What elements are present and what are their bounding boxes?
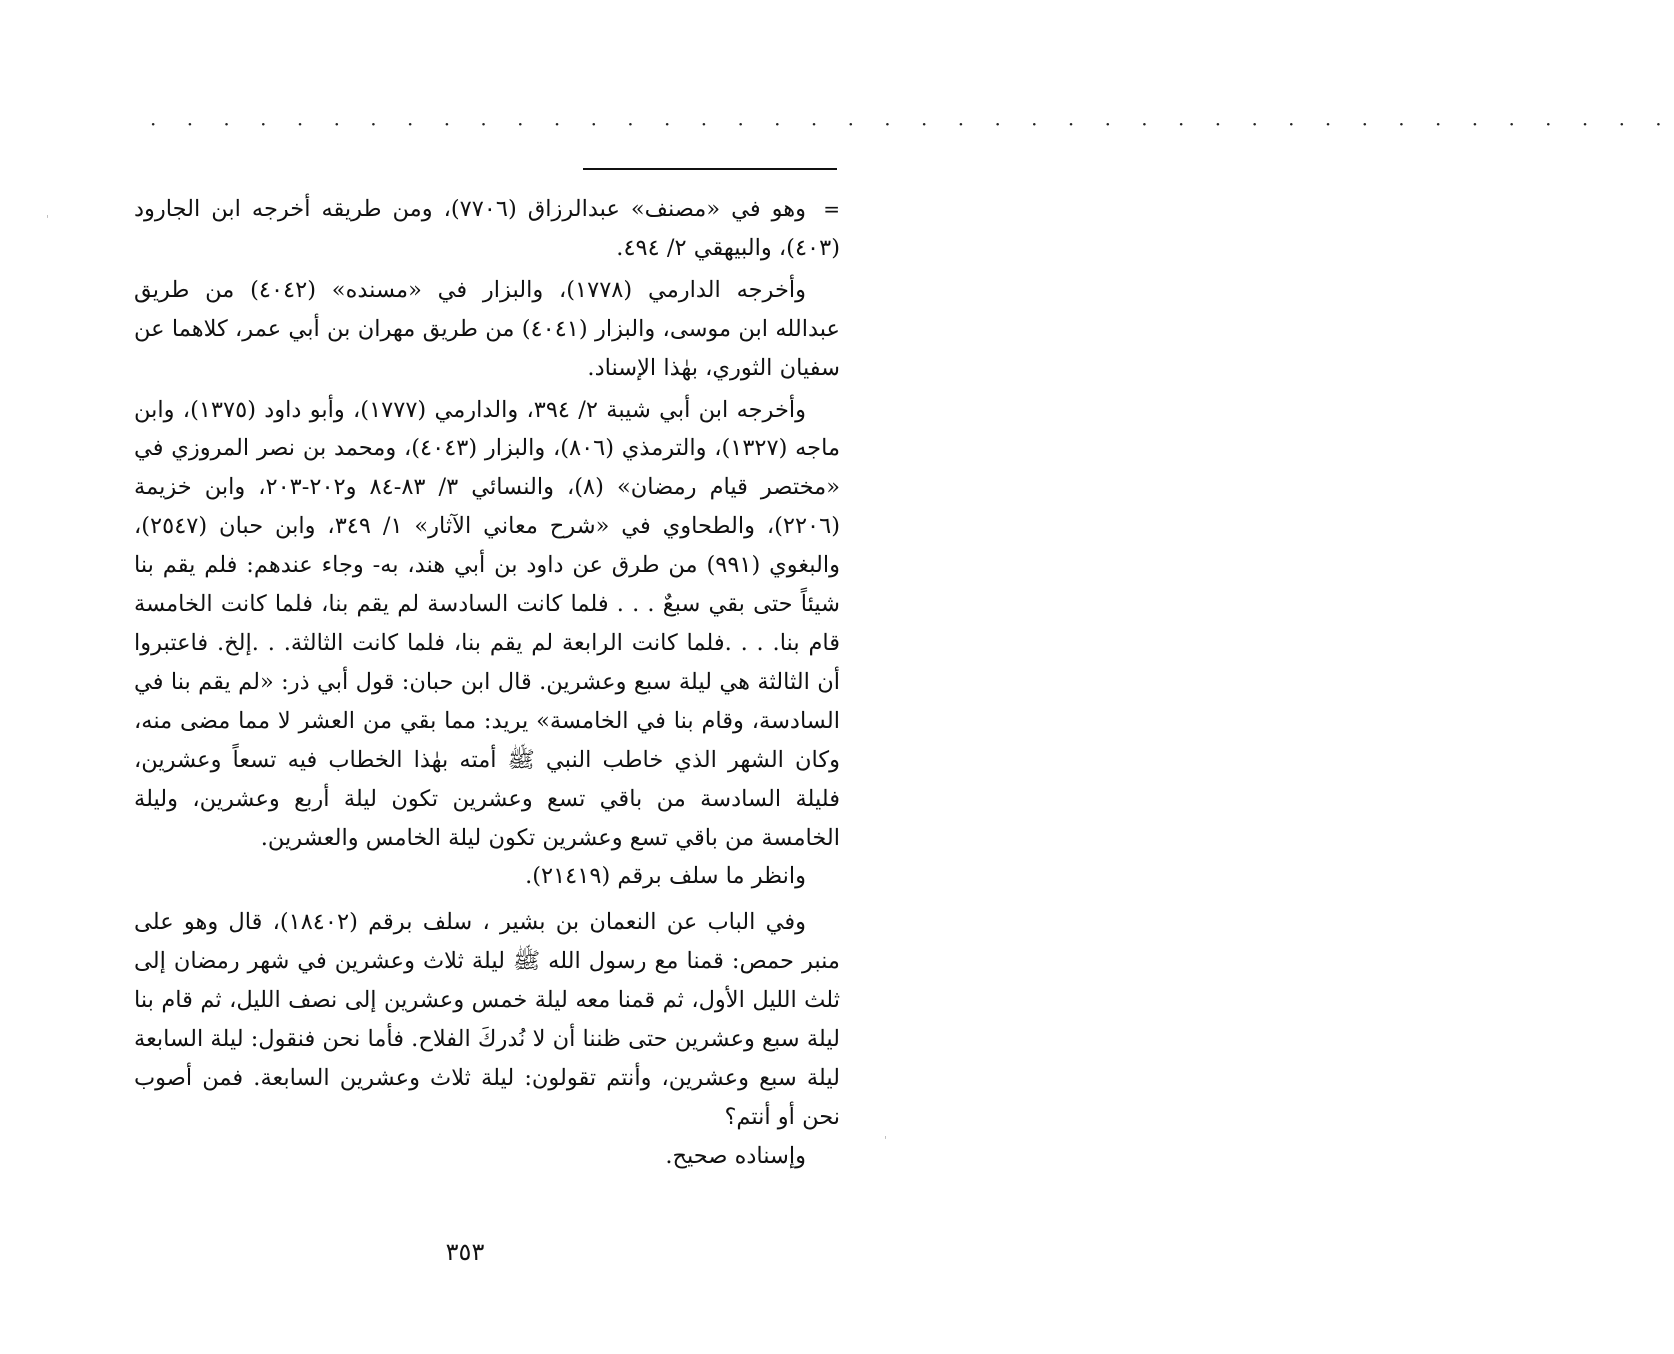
footnote-rule xyxy=(583,168,837,170)
page-number: ٣٥٣ xyxy=(445,1238,485,1266)
dotted-separator: · · · · · · · · · · · · · · · · · · · · · · · · · · · · · · · · · · · · · · · · · · xyxy=(150,112,1674,136)
footnote-paragraph-3: وأخرجه ابن أبي شيبة ٢/ ٣٩٤، والدارمي (١٧٧٧)، وأبو داود (١٣٧٥)، وابن ماجه (١٣٢٧)، والترمذي (٨٠٦)، والبزار (٤٠٤٣)، ومحمد بن نصر المروزي في «مختصر قيام رمضان» (٨)، والنسائي ٣/ ٨٣-٨٤ و٢٠٢-٢٠٣، وابن خزيمة (٢٢٠٦)، والطحاوي في «شرح معاني الآثار» ١/ ٣٤٩، وابن حبان (٢٥٤٧)، والبغوي (٩٩١) من طرق عن داود بن أبي هند، به- وجاء عندهم: فلم يقم بنا شيئاً حتى بقي سبعٌ . . . فلما كانت السادسة لم يقم بنا، فلما كانت الخامسة قام بنا. . . .فلما كانت الرابعة لم يقم بنا، فلما كانت الثالثة. . .إلخ. فاعتبروا أن الثالثة هي ليلة سبع وعشرين. قال ابن حبان: قول أبي ذر: «لم يقم بنا في السادسة، وقام بنا في الخامسة» يريد: مما بقي من العشر لا مما مضى منه، وكان الشهر الذي خاطب النبي ﷺ أمته بهٰذا الخطاب فيه تسعاً وعشرين، فليلة السادسة من باقي تسع وعشرين تكون ليلة أربع وعشرين، وليلة الخامسة من باقي تسع وعشرين تكون ليلة الخامس والعشرين. xyxy=(134,396,841,851)
footnote-paragraph-1 xyxy=(134,190,840,268)
footnotes-block xyxy=(134,190,840,1176)
margin-speck: ' xyxy=(46,213,50,226)
margin-speck: ' xyxy=(884,1134,888,1147)
footnote-paragraph-2: وأخرجه الدارمي (١٧٧٨)، والبزار في «مسنده» (٤٠٤٢) من طريق عبدالله ابن موسى، والبزار (٤٠٤١) من طريق مهران بن أبي عمر، كلاهما عن سفيان الثوري، بهٰذا الإسناد. xyxy=(134,276,840,381)
footnote-text-1: وهو في «مصنف» عبدالرزاق (٧٧٠٦)، ومن طريقه أخرجه ابن الجارود (٤٠٣)، والبيهقي ٢/ ٤٩٤. xyxy=(134,196,840,261)
footnote-paragraph-4: وانظر ما سلف برقم (٢١٤١٩). xyxy=(525,863,806,890)
continuation-mark: = xyxy=(823,197,840,221)
footnote-paragraph-5: وفي الباب عن النعمان بن بشير ، سلف برقم (١٨٤٠٢)، قال وهو على منبر حمص: قمنا مع رسول الله ﷺ ليلة ثلاث وعشرين في شهر رمضان إلى ثلث الليل الأول، ثم قمنا معه ليلة خمس وعشرين إلى نصف الليل، ثم قام بنا ليلة سبع وعشرين حتى ظننا أن لا نُدركَ الفلاح. فأما نحن فنقول: ليلة السابعة ليلة سبع وعشرين، وأنتم تقولون: ليلة ثلاث وعشرين السابعة. فمن أصوب نحن أو أنتم؟ xyxy=(134,909,840,1130)
footnote-paragraph-6: وإسناده صحيح. xyxy=(665,1142,806,1169)
